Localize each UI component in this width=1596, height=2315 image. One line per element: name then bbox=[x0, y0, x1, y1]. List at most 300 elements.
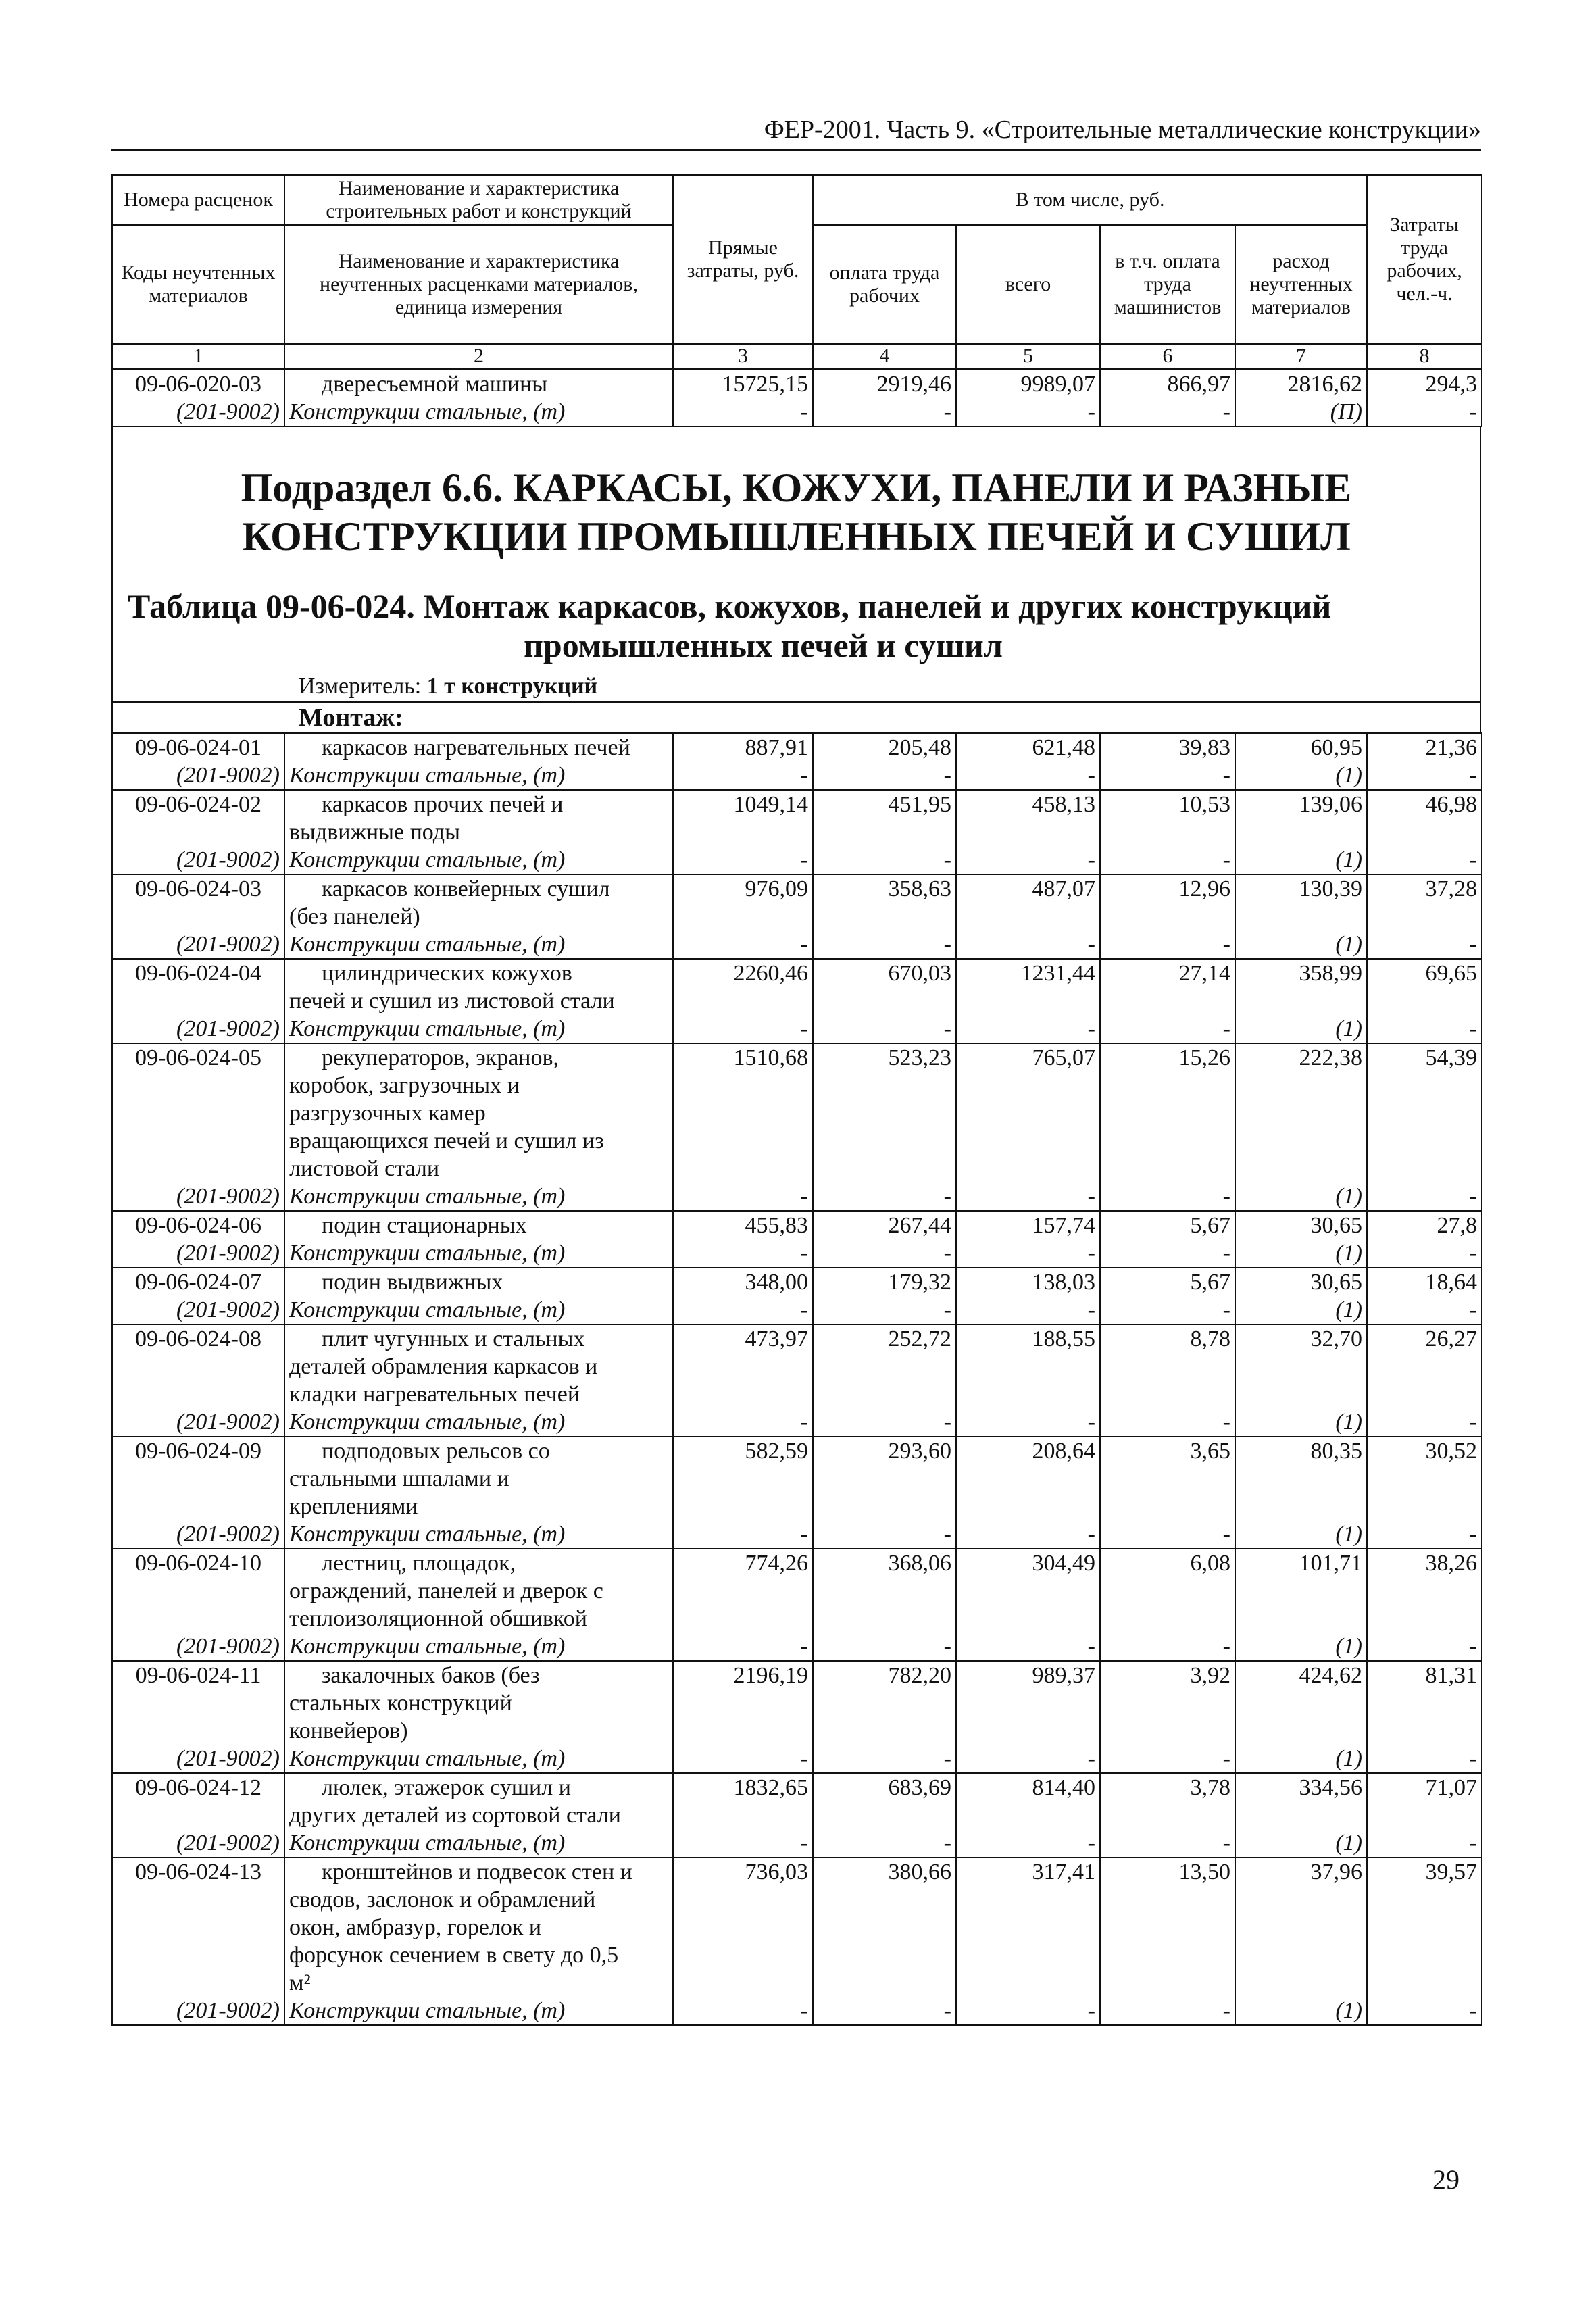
work-name-line: креплениями bbox=[289, 1494, 418, 1519]
rate-code: 09-06-024-08 bbox=[112, 1324, 284, 1408]
value-c5: 208,64 bbox=[956, 1437, 1100, 1520]
value-c7: 130,39 bbox=[1235, 874, 1367, 930]
value-c8: 81,31 bbox=[1367, 1661, 1482, 1745]
material-name: Конструкции стальные, (т) bbox=[284, 930, 673, 959]
table-container bbox=[111, 174, 1481, 2026]
value-c4: 380,66 bbox=[813, 1858, 956, 1997]
material-code: (201-9002) bbox=[112, 1183, 284, 1211]
material-code: (201-9002) bbox=[112, 846, 284, 874]
work-name-line: выдвижные поды bbox=[289, 820, 460, 845]
value-dash: - bbox=[1100, 1015, 1235, 1043]
value-c8: 39,57 bbox=[1367, 1858, 1482, 1997]
table-row bbox=[112, 790, 1482, 846]
value-dash: - bbox=[956, 762, 1100, 790]
value-c3: 1832,65 bbox=[673, 1773, 813, 1829]
work-name-line: деталей обрамления каркасов и bbox=[289, 1354, 598, 1379]
value-c5: 304,49 bbox=[956, 1549, 1100, 1633]
value-c7: 222,38 bbox=[1235, 1043, 1367, 1183]
rate-code: 09-06-020-03 bbox=[112, 370, 284, 398]
work-name bbox=[284, 1773, 673, 1829]
value-c5: 317,41 bbox=[956, 1858, 1100, 1997]
material-index: (1) bbox=[1235, 1296, 1367, 1324]
value-c5: 487,07 bbox=[956, 874, 1100, 930]
value-c6: 3,78 bbox=[1100, 1773, 1235, 1829]
value-c6: 10,53 bbox=[1100, 790, 1235, 846]
value-c7: 2816,62 bbox=[1235, 370, 1367, 398]
value-c8: 294,3 bbox=[1367, 370, 1482, 398]
value-dash: - bbox=[813, 930, 956, 959]
col-header-direct-costs: Прямые затраты, руб. bbox=[673, 175, 813, 344]
material-index: (1) bbox=[1235, 1183, 1367, 1211]
work-name-line: сводов, заслонок и обрамлений bbox=[289, 1887, 596, 1912]
value-c4: 683,69 bbox=[813, 1773, 956, 1829]
value-c6: 3,65 bbox=[1100, 1437, 1235, 1520]
col-number: 1 bbox=[112, 344, 284, 368]
col-number: 7 bbox=[1235, 344, 1367, 368]
material-name: Конструкции стальные, (т) bbox=[284, 1408, 673, 1437]
col-header-operator-wages: в т.ч. оплата труда машинистов bbox=[1100, 225, 1235, 344]
section-title bbox=[113, 427, 1480, 561]
value-c3: - bbox=[673, 398, 813, 426]
value-c8: 38,26 bbox=[1367, 1549, 1482, 1633]
value-dash: - bbox=[1367, 1015, 1482, 1043]
value-c4: 368,06 bbox=[813, 1549, 956, 1633]
material-row bbox=[112, 1296, 1482, 1324]
value-c4: 267,44 bbox=[813, 1211, 956, 1239]
value-dash: - bbox=[1367, 930, 1482, 959]
rate-code: 09-06-024-11 bbox=[112, 1661, 284, 1745]
material-code: (201-9002) bbox=[112, 930, 284, 959]
material-name: Конструкции стальные, (т) bbox=[284, 1745, 673, 1773]
work-name-line: кронштейнов и подвесок стен и bbox=[322, 1860, 632, 1885]
rate-code: 09-06-024-05 bbox=[112, 1043, 284, 1183]
value-c4: 293,60 bbox=[813, 1437, 956, 1520]
work-name-line: стальными шпалами и bbox=[289, 1466, 509, 1491]
value-c5: 138,03 bbox=[956, 1268, 1100, 1296]
rate-code: 09-06-024-03 bbox=[112, 874, 284, 930]
material-row bbox=[112, 762, 1482, 790]
value-dash: - bbox=[1367, 1408, 1482, 1437]
material-code: (201-9002) bbox=[112, 1296, 284, 1324]
work-name-line: стальных конструкций bbox=[289, 1691, 512, 1716]
work-name bbox=[284, 790, 673, 846]
value-c6: 39,83 bbox=[1100, 733, 1235, 762]
value-c8: 30,52 bbox=[1367, 1437, 1482, 1520]
col-header-machines-total: всего bbox=[956, 225, 1100, 344]
table-row bbox=[112, 1858, 1482, 1997]
rate-code: 09-06-024-06 bbox=[112, 1211, 284, 1239]
value-c3: 582,59 bbox=[673, 1437, 813, 1520]
material-name: Конструкции стальные, (т) bbox=[284, 1997, 673, 2025]
material-row bbox=[112, 1829, 1482, 1858]
value-dash: - bbox=[1100, 1408, 1235, 1437]
material-index: (1) bbox=[1235, 1239, 1367, 1268]
value-dash: - bbox=[813, 1997, 956, 2025]
work-name-text: двересъемной машины bbox=[322, 372, 548, 397]
work-name-line: подподовых рельсов со bbox=[322, 1439, 550, 1464]
material-row bbox=[112, 1997, 1482, 2025]
work-name-line: подин выдвижных bbox=[322, 1270, 503, 1295]
value-dash: - bbox=[673, 1408, 813, 1437]
value-c8: 54,39 bbox=[1367, 1043, 1482, 1183]
work-name bbox=[284, 1549, 673, 1633]
work-name-line: коробок, загрузочных и bbox=[289, 1073, 520, 1098]
value-c7: 101,71 bbox=[1235, 1549, 1367, 1633]
montazh-label: Монтаж: bbox=[299, 703, 403, 732]
col-number: 5 bbox=[956, 344, 1100, 368]
work-name-line: плит чугунных и стальных bbox=[322, 1326, 585, 1351]
value-dash: - bbox=[1100, 1296, 1235, 1324]
value-dash: - bbox=[813, 1183, 956, 1211]
value-dash: - bbox=[673, 1745, 813, 1773]
value-c7: 139,06 bbox=[1235, 790, 1367, 846]
value-dash: - bbox=[956, 1408, 1100, 1437]
col-header-labor-costs: Затраты труда рабочих, чел.-ч. bbox=[1367, 175, 1482, 344]
value-dash: - bbox=[956, 930, 1100, 959]
material-code: (201-9002) bbox=[112, 1829, 284, 1858]
value-c4: 179,32 bbox=[813, 1268, 956, 1296]
rate-code: 09-06-024-12 bbox=[112, 1773, 284, 1829]
work-name-line: м² bbox=[289, 1970, 311, 1995]
material-row bbox=[112, 846, 1482, 874]
material-row bbox=[112, 930, 1482, 959]
work-name-line: листовой стали bbox=[289, 1156, 440, 1181]
material-index: (1) bbox=[1235, 1015, 1367, 1043]
table-row bbox=[112, 1211, 1482, 1239]
work-name bbox=[284, 1324, 673, 1408]
value-c8: 46,98 bbox=[1367, 790, 1482, 846]
work-name bbox=[284, 1661, 673, 1745]
value-c4: 451,95 bbox=[813, 790, 956, 846]
value-dash: - bbox=[813, 1408, 956, 1437]
value-dash: - bbox=[1367, 1745, 1482, 1773]
material-row bbox=[112, 1633, 1482, 1661]
material-name: Конструкции стальные, (т) bbox=[284, 1015, 673, 1043]
value-dash: - bbox=[1100, 1745, 1235, 1773]
value-c3: 2260,46 bbox=[673, 959, 813, 1015]
value-c7: 80,35 bbox=[1235, 1437, 1367, 1520]
material-row bbox=[112, 1015, 1482, 1043]
value-c5: 458,13 bbox=[956, 790, 1100, 846]
work-name-line: конвейеров) bbox=[289, 1718, 408, 1743]
value-dash: - bbox=[813, 846, 956, 874]
value-c3: 15725,15 bbox=[673, 370, 813, 398]
value-c8: 27,8 bbox=[1367, 1211, 1482, 1239]
value-dash: - bbox=[813, 1829, 956, 1858]
value-c3: 473,97 bbox=[673, 1324, 813, 1408]
rate-code: 09-06-024-01 bbox=[112, 733, 284, 762]
section-title-line1: Подраздел 6.6. КАРКАСЫ, КОЖУХИ, ПАНЕЛИ И РАЗНЫЕ bbox=[241, 466, 1352, 510]
table-title-line2: промышленных печей и сушил bbox=[524, 626, 1003, 664]
value-c7: 334,56 bbox=[1235, 1773, 1367, 1829]
material-row bbox=[112, 1520, 1482, 1549]
material-row bbox=[112, 1745, 1482, 1773]
value-c5: 814,40 bbox=[956, 1773, 1100, 1829]
work-name-line: закалочных баков (без bbox=[322, 1663, 540, 1688]
material-name: Конструкции стальные, (т) bbox=[284, 1520, 673, 1549]
material-index: (1) bbox=[1235, 930, 1367, 959]
value-c4: 523,23 bbox=[813, 1043, 956, 1183]
work-name bbox=[284, 959, 673, 1015]
value-c4: 205,48 bbox=[813, 733, 956, 762]
table-row bbox=[112, 1437, 1482, 1520]
value-c4: 358,63 bbox=[813, 874, 956, 930]
value-c8: 71,07 bbox=[1367, 1773, 1482, 1829]
material-code: (201-9002) bbox=[112, 762, 284, 790]
work-name bbox=[284, 1268, 673, 1296]
value-dash: - bbox=[956, 1015, 1100, 1043]
value-dash: - bbox=[813, 1015, 956, 1043]
value-c8: 18,64 bbox=[1367, 1268, 1482, 1296]
table-row bbox=[112, 959, 1482, 1015]
value-dash: - bbox=[1100, 1997, 1235, 2025]
col-header-material-consumption: расход неучтенных материалов bbox=[1235, 225, 1367, 344]
material-code: (201-9002) bbox=[112, 1520, 284, 1549]
col-header-rate-numbers: Номера расценок bbox=[112, 175, 284, 225]
rate-code: 09-06-024-02 bbox=[112, 790, 284, 846]
value-c7: 37,96 bbox=[1235, 1858, 1367, 1997]
col-number: 8 bbox=[1367, 344, 1482, 368]
work-name-line: рекуператоров, экранов, bbox=[322, 1045, 559, 1070]
material-index: (1) bbox=[1235, 846, 1367, 874]
value-c6: 6,08 bbox=[1100, 1549, 1235, 1633]
table-title bbox=[113, 561, 1480, 665]
material-name: Конструкции стальные, (т) bbox=[284, 1633, 673, 1661]
rate-code: (201-9002) bbox=[112, 398, 284, 426]
material-index: (1) bbox=[1235, 1997, 1367, 2025]
work-name-line: кладки нагревательных печей bbox=[289, 1382, 580, 1407]
value-dash: - bbox=[673, 1015, 813, 1043]
material-index: (1) bbox=[1235, 1829, 1367, 1858]
material-code: (201-9002) bbox=[112, 1408, 284, 1437]
value-dash: - bbox=[673, 1829, 813, 1858]
work-name-line: форсунок сечением в свету до 0,5 bbox=[289, 1943, 619, 1968]
montazh-row bbox=[111, 701, 1481, 732]
value-dash: - bbox=[956, 1183, 1100, 1211]
col-number: 4 bbox=[813, 344, 956, 368]
value-dash: - bbox=[956, 1520, 1100, 1549]
material-row bbox=[112, 1239, 1482, 1268]
value-dash: - bbox=[1100, 1183, 1235, 1211]
value-dash: - bbox=[1367, 762, 1482, 790]
rate-code: 09-06-024-04 bbox=[112, 959, 284, 1015]
value-c7: 424,62 bbox=[1235, 1661, 1367, 1745]
value-c3: 774,26 bbox=[673, 1549, 813, 1633]
value-dash: - bbox=[956, 846, 1100, 874]
value-c6: 12,96 bbox=[1100, 874, 1235, 930]
meter-label: Измеритель: bbox=[299, 674, 422, 699]
material-name: Конструкции стальные, (т) bbox=[284, 1183, 673, 1211]
value-c5: 989,37 bbox=[956, 1661, 1100, 1745]
value-c6: 866,97 bbox=[1100, 370, 1235, 398]
value-dash: - bbox=[1367, 1520, 1482, 1549]
table-row bbox=[112, 874, 1482, 930]
value-c7: 358,99 bbox=[1235, 959, 1367, 1015]
material-code: (201-9002) bbox=[112, 1239, 284, 1268]
value-c5: 9989,07 bbox=[956, 370, 1100, 398]
value-c6: - bbox=[1100, 398, 1235, 426]
work-name-line: теплоизоляционной обшивкой bbox=[289, 1606, 587, 1631]
table-row bbox=[112, 733, 1482, 762]
work-name-line: каркасов конвейерных сушил bbox=[322, 876, 610, 901]
value-c3: 1510,68 bbox=[673, 1043, 813, 1183]
work-name-line: других деталей из сортовой стали bbox=[289, 1803, 621, 1828]
value-c3: 2196,19 bbox=[673, 1661, 813, 1745]
value-c4: 2919,46 bbox=[813, 370, 956, 398]
material-row bbox=[112, 1408, 1482, 1437]
material-code: (201-9002) bbox=[112, 1997, 284, 2025]
value-dash: - bbox=[673, 1520, 813, 1549]
rate-code: 09-06-024-09 bbox=[112, 1437, 284, 1520]
meter bbox=[113, 665, 1480, 701]
material-code: (201-9002) bbox=[112, 1745, 284, 1773]
work-name-line: (без панелей) bbox=[289, 904, 420, 929]
value-dash: - bbox=[1367, 1633, 1482, 1661]
value-dash: - bbox=[956, 1239, 1100, 1268]
work-name-line: разгрузочных камер bbox=[289, 1101, 486, 1126]
table-body-main bbox=[111, 732, 1482, 2026]
meter-value: 1 т конструкций bbox=[426, 674, 598, 699]
material-name: Конструкции стальные, (т) bbox=[284, 1239, 673, 1268]
value-dash: - bbox=[1367, 1183, 1482, 1211]
material-name: Конструкции стальные, (т) bbox=[284, 1829, 673, 1858]
material-row bbox=[112, 1183, 1482, 1211]
value-c5: 621,48 bbox=[956, 733, 1100, 762]
table-row bbox=[112, 1773, 1482, 1829]
value-dash: - bbox=[1367, 1829, 1482, 1858]
table-title-line1: Таблица 09-06-024. Монтаж каркасов, кожухов, панелей и других конструкций bbox=[128, 587, 1332, 625]
work-name-line: каркасов нагревательных печей bbox=[322, 735, 630, 760]
value-dash: - bbox=[813, 762, 956, 790]
material-name: Конструкции стальные, (т) bbox=[284, 846, 673, 874]
value-c4: 670,03 bbox=[813, 959, 956, 1015]
value-dash: - bbox=[673, 930, 813, 959]
value-c7: 30,65 bbox=[1235, 1268, 1367, 1296]
work-name-text: Конструкции стальные, (т) bbox=[289, 399, 566, 424]
col-header-in-total: В том числе, руб. bbox=[813, 175, 1367, 225]
value-c5: 188,55 bbox=[956, 1324, 1100, 1408]
material-index: (1) bbox=[1235, 762, 1367, 790]
value-c6: 27,14 bbox=[1100, 959, 1235, 1015]
value-dash: - bbox=[673, 1183, 813, 1211]
value-dash: - bbox=[956, 1633, 1100, 1661]
value-dash: - bbox=[1100, 1239, 1235, 1268]
value-c6: 13,50 bbox=[1100, 1858, 1235, 1997]
value-dash: - bbox=[1367, 1296, 1482, 1324]
work-name bbox=[284, 1043, 673, 1183]
value-c4: 782,20 bbox=[813, 1661, 956, 1745]
value-dash: - bbox=[673, 1633, 813, 1661]
value-c3: 348,00 bbox=[673, 1268, 813, 1296]
value-dash: - bbox=[956, 1829, 1100, 1858]
value-dash: - bbox=[1100, 762, 1235, 790]
material-code: (201-9002) bbox=[112, 1633, 284, 1661]
value-dash: - bbox=[1367, 846, 1482, 874]
work-name bbox=[284, 874, 673, 930]
work-name bbox=[284, 398, 673, 426]
value-c3: 887,91 bbox=[673, 733, 813, 762]
table-row bbox=[112, 1661, 1482, 1745]
work-name-line: цилиндрических кожухов bbox=[322, 961, 572, 986]
value-c6: 3,92 bbox=[1100, 1661, 1235, 1745]
work-name-line: вращающихся печей и сушил из bbox=[289, 1128, 604, 1153]
table-body-top bbox=[111, 369, 1482, 427]
value-dash: - bbox=[1367, 1997, 1482, 2025]
value-c8: - bbox=[1367, 398, 1482, 426]
table-row bbox=[112, 1268, 1482, 1296]
work-name-line: окон, амбразур, горелок и bbox=[289, 1915, 542, 1940]
value-dash: - bbox=[673, 762, 813, 790]
material-row bbox=[112, 398, 1482, 426]
work-name-line: печей и сушил из листовой стали bbox=[289, 989, 615, 1014]
material-name: Конструкции стальные, (т) bbox=[284, 1296, 673, 1324]
col-header-material-codes: Коды неучтенных материалов bbox=[112, 225, 284, 344]
material-index: (1) bbox=[1235, 1408, 1367, 1437]
value-dash: - bbox=[1100, 930, 1235, 959]
table-row bbox=[112, 1324, 1482, 1408]
value-c8: 69,65 bbox=[1367, 959, 1482, 1015]
work-name-line: ограждений, панелей и дверок с bbox=[289, 1578, 603, 1603]
work-name-line: лестниц, площадок, bbox=[322, 1551, 516, 1576]
value-c6: 8,78 bbox=[1100, 1324, 1235, 1408]
value-c3: 455,83 bbox=[673, 1211, 813, 1239]
value-dash: - bbox=[813, 1239, 956, 1268]
work-name-line: люлек, этажерок сушил и bbox=[322, 1775, 571, 1800]
section-title-line2: КОНСТРУКЦИИ ПРОМЫШЛЕННЫХ ПЕЧЕЙ И СУШИЛ bbox=[242, 514, 1351, 559]
material-index: (1) bbox=[1235, 1745, 1367, 1773]
value-c3: 1049,14 bbox=[673, 790, 813, 846]
table-header bbox=[111, 174, 1482, 369]
material-index: (1) bbox=[1235, 1520, 1367, 1549]
value-dash: - bbox=[813, 1296, 956, 1324]
value-c5: - bbox=[956, 398, 1100, 426]
material-code: (201-9002) bbox=[112, 1015, 284, 1043]
value-c7: 60,95 bbox=[1235, 733, 1367, 762]
col-number: 2 bbox=[284, 344, 673, 368]
value-dash: - bbox=[813, 1520, 956, 1549]
page-number: 29 bbox=[1432, 2164, 1460, 2195]
value-c3: 976,09 bbox=[673, 874, 813, 930]
value-c5: 1231,44 bbox=[956, 959, 1100, 1015]
col-number: 6 bbox=[1100, 344, 1235, 368]
work-name bbox=[284, 1858, 673, 1997]
value-c6: 5,67 bbox=[1100, 1211, 1235, 1239]
work-name bbox=[284, 1437, 673, 1520]
table-row bbox=[112, 370, 1482, 398]
value-dash: - bbox=[1100, 1520, 1235, 1549]
running-header: ФЕР-2001. Часть 9. «Строительные металлические конструкции» bbox=[111, 114, 1481, 151]
value-c7: 32,70 bbox=[1235, 1324, 1367, 1408]
rate-code: 09-06-024-13 bbox=[112, 1858, 284, 1997]
value-c8: 37,28 bbox=[1367, 874, 1482, 930]
value-dash: - bbox=[813, 1745, 956, 1773]
material-index: (1) bbox=[1235, 1633, 1367, 1661]
rate-code: 09-06-024-10 bbox=[112, 1549, 284, 1633]
value-c7: (П) bbox=[1235, 398, 1367, 426]
section-block bbox=[111, 427, 1481, 701]
col-header-wages: оплата труда рабочих bbox=[813, 225, 956, 344]
material-name: Конструкции стальные, (т) bbox=[284, 762, 673, 790]
value-c5: 765,07 bbox=[956, 1043, 1100, 1183]
col-header-material-name: Наименование и характеристика неучтенных расценками материалов, единица измерения bbox=[284, 225, 673, 344]
col-header-work-name: Наименование и характеристика строительных работ и конструкций bbox=[284, 175, 673, 225]
value-c4: - bbox=[813, 398, 956, 426]
value-c8: 21,36 bbox=[1367, 733, 1482, 762]
value-c5: 157,74 bbox=[956, 1211, 1100, 1239]
value-c6: 15,26 bbox=[1100, 1043, 1235, 1183]
value-dash: - bbox=[1100, 1829, 1235, 1858]
table-row bbox=[112, 1549, 1482, 1633]
